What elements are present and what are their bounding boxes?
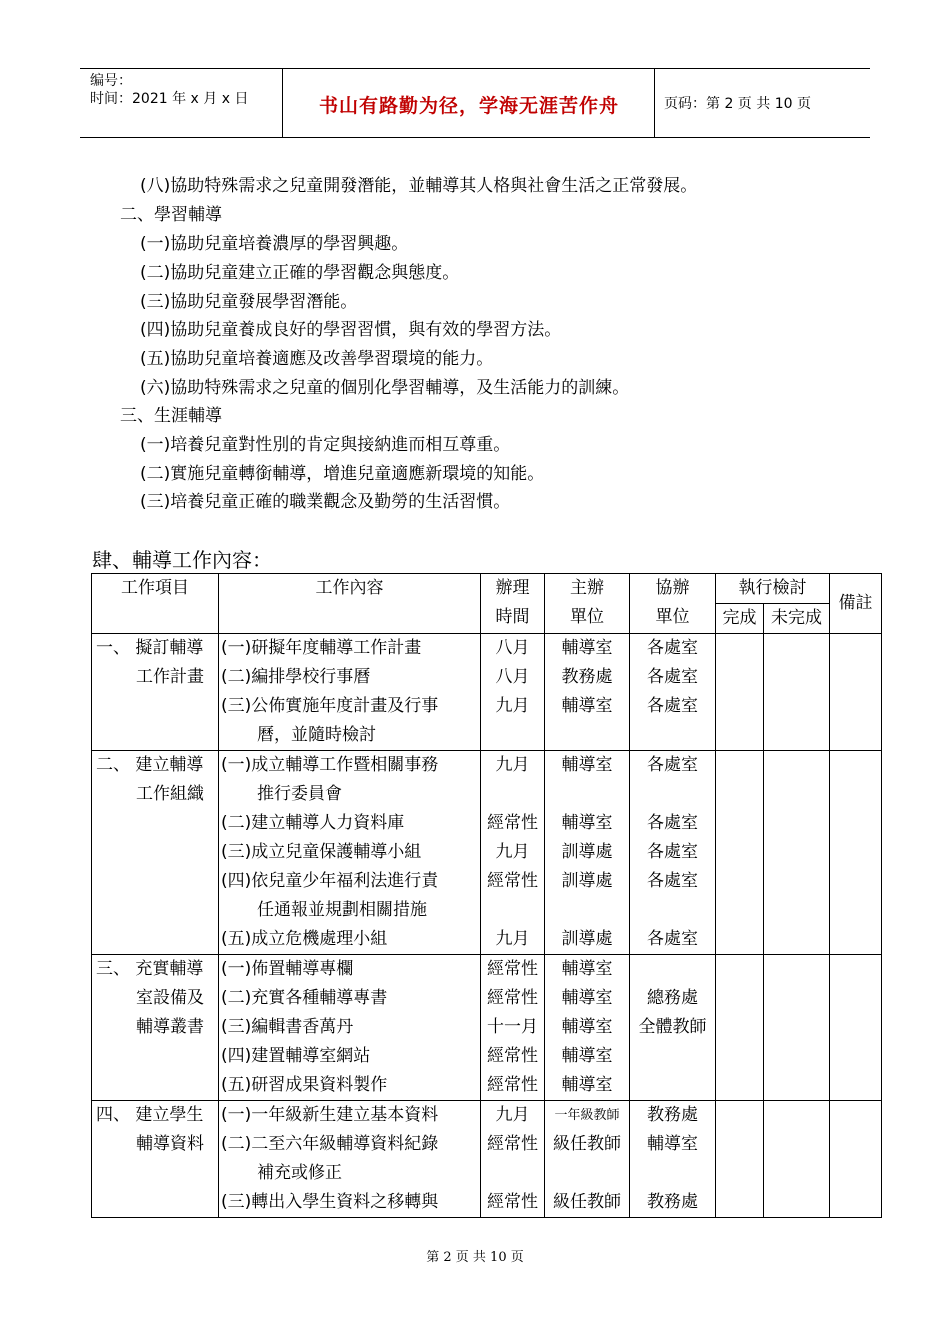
list-item: (六)協助特殊需求之兒童的個別化學習輔導，及生活能力的訓練。 <box>140 378 630 398</box>
list-item: (二)實施兒童轉銜輔導，增進兒童適應新環境的知能。 <box>140 464 545 484</box>
list-item: (二)協助兒童建立正確的學習觀念與態度。 <box>140 263 460 283</box>
done-cell <box>716 634 764 751</box>
done-cell <box>716 751 764 955</box>
list-heading: 二、學習輔導 <box>120 205 222 225</box>
host-unit: 輔導室 輔導室 訓導處 訓導處 訓導處 <box>545 751 630 955</box>
host-unit: 輔導室 輔導室 輔導室 輔導室 輔導室 <box>545 955 630 1101</box>
table-row <box>92 955 882 1101</box>
work-item: 二、 建立輔導 工作組織 <box>92 751 219 955</box>
header-meta <box>90 72 248 108</box>
header-time: 辦理 時間 <box>481 574 545 634</box>
page-footer: 第 2 页 共 10 页 <box>426 1250 524 1265</box>
work-time: 經常性 經常性 十一月 經常性 經常性 <box>481 955 545 1101</box>
co-unit: 總務處 全體教師 <box>630 955 716 1101</box>
document-date: 时间：2021 年 x 月 x 日 <box>90 91 249 107</box>
undone-cell <box>764 634 830 751</box>
list-item: (四)協助兒童養成良好的學習習慣，與有效的學習方法。 <box>140 320 562 340</box>
done-cell <box>716 1101 764 1218</box>
note-cell <box>830 955 882 1101</box>
table-row <box>92 634 882 751</box>
header-exec-review: 執行檢討 <box>716 574 830 604</box>
header-co-unit: 協辦 單位 <box>630 574 716 634</box>
header-page-info: 页码：第 2 页 共 10 页 <box>664 96 811 112</box>
host-unit: 輔導室 教務處 輔導室 <box>545 634 630 751</box>
undone-cell <box>764 955 830 1101</box>
work-content: (一)佈置輔導專欄 (二)充實各種輔導專書 (三)編輯書香萬丹 (四)建置輔導室網站 (五)研習成果資料製作 <box>219 955 481 1101</box>
header-divider <box>654 69 655 137</box>
header-divider <box>282 69 283 137</box>
list-item: (八)協助特殊需求之兒童開發潛能，並輔導其人格與社會生活之正常發展。 <box>140 176 698 196</box>
co-unit: 教務處 輔導室 教務處 <box>630 1101 716 1218</box>
document-number: 编号： <box>90 73 132 89</box>
section-title: 肆、輔導工作內容： <box>92 548 272 572</box>
undone-cell <box>764 1101 830 1218</box>
header-undone: 未完成 <box>764 604 830 634</box>
header-done: 完成 <box>716 604 764 634</box>
header-host-unit: 主辦 單位 <box>545 574 630 634</box>
list-item: (五)協助兒童培養適應及改善學習環境的能力。 <box>140 349 494 369</box>
list-heading: 三、生涯輔導 <box>120 406 222 426</box>
header-content: 工作內容 <box>219 574 481 634</box>
undone-cell <box>764 751 830 955</box>
work-content: (一)研擬年度輔導工作計畫 (二)編排學校行事曆 (三)公佈實施年度計畫及行事 曆，並隨時檢討 <box>219 634 481 751</box>
table-row <box>92 751 882 955</box>
work-item: 四、 建立學生 輔導資料 <box>92 1101 219 1218</box>
work-content: (一)成立輔導工作暨相關事務 推行委員會 (二)建立輔導人力資料庫 (三)成立兒童保護輔導小組 (四)依兒童少年福利法進行責 任通報並規劃相關措施 (五)成立危機處理小組 <box>219 751 481 955</box>
table-row <box>92 1101 882 1218</box>
list-item: (一)協助兒童培養濃厚的學習興趣。 <box>140 234 409 254</box>
list-item: (三)協助兒童發展學習潛能。 <box>140 292 358 312</box>
done-cell <box>716 955 764 1101</box>
guidance-work-table <box>91 573 882 1218</box>
header-note: 備註 <box>830 574 882 634</box>
work-time: 九月 經常性 經常性 <box>481 1101 545 1218</box>
list-item: (一)培養兒童對性別的肯定與接納進而相互尊重。 <box>140 435 511 455</box>
note-cell <box>830 1101 882 1218</box>
note-cell <box>830 751 882 955</box>
page-header <box>80 68 870 138</box>
host-unit: 一年級教師 級任教師 級任教師 <box>545 1101 630 1218</box>
work-item: 三、 充實輔導 室設備及 輔導叢書 <box>92 955 219 1101</box>
header-item: 工作項目 <box>92 574 219 634</box>
co-unit: 各處室 各處室 各處室 <box>630 634 716 751</box>
list-item: (三)培養兒童正確的職業觀念及勤勞的生活習慣。 <box>140 492 511 512</box>
header-motto: 书山有路勤为径，学海无涯苦作舟 <box>318 95 619 117</box>
note-cell <box>830 634 882 751</box>
work-item: 一、 擬訂輔導 工作計畫 <box>92 634 219 751</box>
work-time: 八月 八月 九月 <box>481 634 545 751</box>
work-content: (一)一年級新生建立基本資料 (二)二至六年級輔導資料紀錄 補充或修正 (三)轉出入學生資料之移轉與 <box>219 1101 481 1218</box>
work-time: 九月 經常性 九月 經常性 九月 <box>481 751 545 955</box>
co-unit: 各處室 各處室 各處室 各處室 各處室 <box>630 751 716 955</box>
